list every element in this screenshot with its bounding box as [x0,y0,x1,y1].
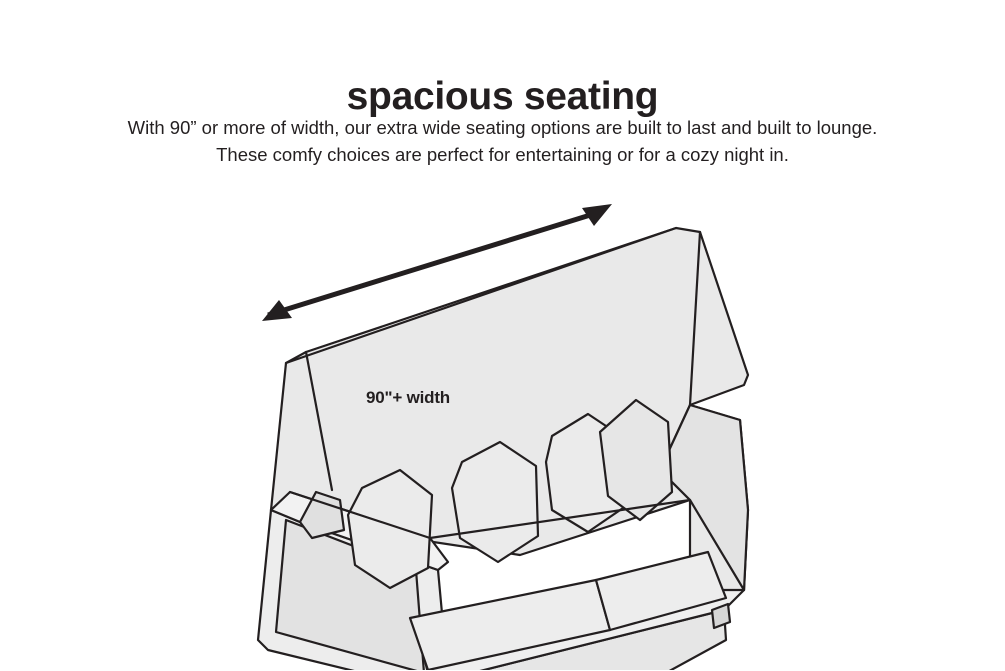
page-title: spacious seating [346,75,659,119]
description-line-1: With 90” or more of width, our extra wide seating options are built to last and built to lounge. [127,117,878,138]
sofa-diagram-svg [0,170,1005,670]
description-text [50,115,955,169]
sofa-illustration [0,170,1005,670]
description-line-2: These comfy choices are perfect for entertaining or for a cozy night in. [216,143,789,165]
dimension-label: 90"+ width [366,388,450,407]
